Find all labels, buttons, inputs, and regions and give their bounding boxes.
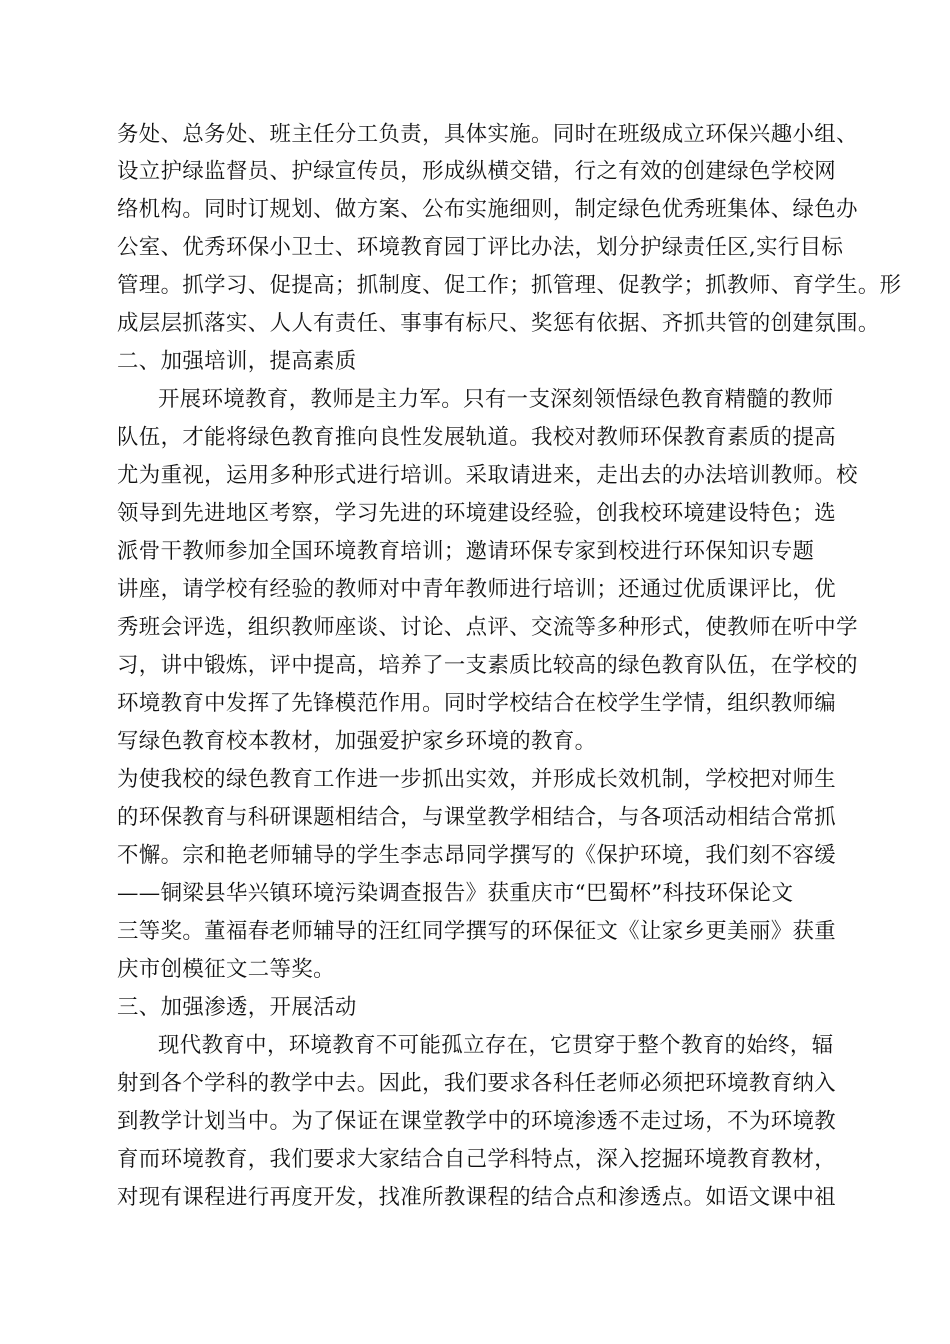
body-text-line: 秀班会评选，组织教师座谈、讨论、点评、交流等多种形式，使教师在听中学 [117,615,858,640]
body-text-line: 三等奖。董福春老师辅导的汪红同学撰写的环保征文《让家乡更美丽》获重 [117,919,837,944]
body-text-line: 络机构。同时订规划、做方案、公布实施细则，制定绿色优秀班集体、绿色办 [117,197,858,222]
body-text-line: 管理。抓学习、促提高；抓制度、促工作；抓管理、促教学；抓教师、育学生。形 [117,273,902,298]
body-text-line: 为使我校的绿色教育工作进一步抓出实效，并形成长效机制，学校把对师生 [117,767,837,792]
body-text-line: 写绿色教育校本教材，加强爱护家乡环境的教育。 [117,729,597,754]
body-text-line: 的环保教育与科研课题相结合，与课堂教学相结合，与各项活动相结合常抓 [117,805,837,830]
body-text-line: 尤为重视，运用多种形式进行培训。采取请进来，走出去的办法培训教师。校 [117,463,858,488]
body-text-line: 环境教育中发挥了先锋模范作用。同时学校结合在校学生学情，组织教师编 [117,691,837,716]
body-text-line: 到教学计划当中。为了保证在课堂教学中的环境渗透不走过场，不为环境教 [117,1109,837,1134]
body-text-line: ——铜梁县华兴镇环境污染调查报告》获重庆市“巴蜀杯”科技环保论文 [117,881,794,906]
body-text-line: 庆市创模征文二等奖。 [117,957,335,982]
body-text-line: 领导到先进地区考察，学习先进的环境建设经验，创我校环境建设特色；选 [117,501,837,526]
body-text-line: 育而环境教育，我们要求大家结合自己学科特点，深入挖掘环境教育教材， [117,1147,837,1172]
section-heading: 三、加强渗透，开展活动 [117,995,357,1020]
body-text-line: 设立护绿监督员、护绿宣传员，形成纵横交错，行之有效的创建绿色学校网 [117,159,837,184]
body-text-line: 公室、优秀环保小卫士、环境教育园丁评比办法，划分护绿责任区,实行目标 [117,235,844,260]
body-text-line: 派骨干教师参加全国环境教育培训；邀请环保专家到校进行环保知识专题 [117,539,815,564]
body-text-line: 队伍，才能将绿色教育推向良性发展轨道。我校对教师环保教育素质的提高 [117,425,837,450]
body-text-line: 讲座，请学校有经验的教师对中青年教师进行培训；还通过优质课评比，优 [117,577,837,602]
body-text-line: 对现有课程进行再度开发，找准所教课程的结合点和渗透点。如语文课中祖 [117,1185,837,1210]
body-text-line: 不懈。宗和艳老师辅导的学生李志昂同学撰写的《保护环境，我们刻不容缓 [117,843,837,868]
body-text-line: 习，讲中锻炼，评中提高，培养了一支素质比较高的绿色教育队伍，在学校的 [117,653,858,678]
body-text-line: 成层层抓落实、人人有责任、事事有标尺、奖惩有依据、齐抓共管的创建氛围。 [117,311,880,336]
body-text-line: 开展环境教育，教师是主力军。只有一支深刻领悟绿色教育精髓的教师 [158,387,834,412]
body-text-line: 现代教育中，环境教育不可能孤立存在，它贯穿于整个教育的始终，辐 [158,1033,834,1058]
body-text-line: 射到各个学科的教学中去。因此，我们要求各科任老师必须把环境教育纳入 [117,1071,837,1096]
body-text-line: 务处、总务处、班主任分工负责，具体实施。同时在班级成立环保兴趣小组、 [117,122,858,147]
section-heading: 二、加强培训，提高素质 [117,349,357,374]
